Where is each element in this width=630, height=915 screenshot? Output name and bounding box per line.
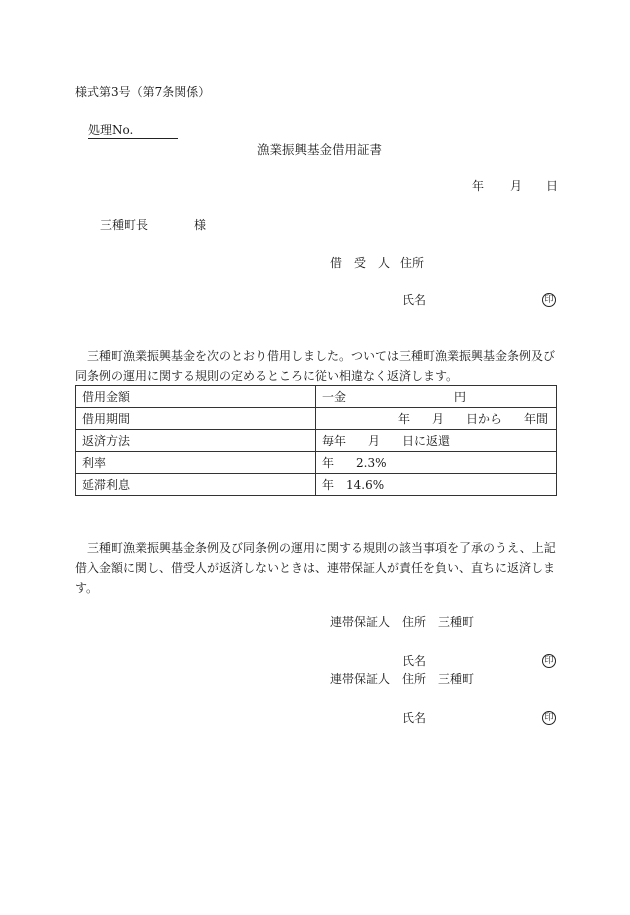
borrower-address-line [330, 255, 424, 271]
table-row-late-interest [76, 474, 557, 496]
loan-terms-table [75, 385, 557, 496]
guarantor-1-address-line [330, 614, 474, 630]
guarantor-1-role: 連帯保証人 [330, 615, 391, 629]
late-interest-value [316, 474, 557, 496]
guarantor-1-seal-icon: 印 [542, 654, 556, 668]
late-interest-label: 延滞利息 [76, 474, 316, 496]
addressee-honorific: 様 [194, 218, 207, 232]
interest-year: 年 [322, 456, 335, 470]
guarantor-2-name-label: 氏名 [402, 711, 427, 725]
guarantor-2-seal-icon: 印 [542, 711, 556, 725]
document-title: 漁業振興基金借用証書 [257, 142, 383, 157]
date-day: 日 [546, 179, 559, 193]
addressee [100, 217, 206, 233]
borrower-address-label: 住所 [400, 256, 425, 270]
statement-guarantee: 三種町漁業振興基金条例及び同条例の運用に関する規則の該当事項を了承のうえ、上記借入金額に関し、借受人が返済しないときは、連帯保証人が責任を負い、直ちに返済します。 [75, 541, 556, 595]
interest-rate: 2.3% [356, 456, 387, 470]
repayment-every-year: 毎年 [322, 434, 347, 448]
late-interest-rate: 14.6% [346, 478, 385, 492]
borrower-seal-icon: 印 [542, 293, 556, 307]
period-years: 年間 [524, 412, 549, 426]
period-year: 年 [398, 412, 411, 426]
period-day-from: 日から [466, 412, 503, 426]
table-row-amount [76, 386, 557, 408]
table-row-repayment [76, 430, 557, 452]
date-year: 年 [472, 179, 485, 193]
form-label: 様式第3号（第7条関係） [75, 85, 211, 99]
borrower-role: 借 受 人 [330, 256, 391, 270]
repayment-label: 返済方法 [76, 430, 316, 452]
amount-unit: 円 [454, 390, 467, 404]
amount-label: 借用金額 [76, 386, 316, 408]
guarantor-1-name-label: 氏名 [402, 654, 427, 668]
date-month: 月 [510, 179, 523, 193]
addressee-name: 三種町長 [100, 218, 149, 232]
amount-value [316, 386, 557, 408]
period-label: 借用期間 [76, 408, 316, 430]
repayment-value [316, 430, 557, 452]
guarantor-1-address-label: 住所 [402, 615, 427, 629]
process-number-field [88, 122, 178, 139]
table-row-interest [76, 452, 557, 474]
table-row-period [76, 408, 557, 430]
amount-prefix: 一金 [322, 390, 347, 404]
date-line [472, 178, 558, 194]
period-month: 月 [432, 412, 445, 426]
guarantor-2-address-label: 住所 [402, 672, 427, 686]
borrower-name-label: 氏名 [402, 293, 427, 307]
statement-borrowing: 三種町漁業振興基金を次のとおり借用しました。ついては三種町漁業振興基金条例及び同条例の運用に関する規則の定めるところに従い相違なく返済します。 [75, 349, 556, 383]
late-interest-year: 年 [322, 478, 335, 492]
repayment-month: 月 [368, 434, 381, 448]
guarantor-2-role: 連帯保証人 [330, 672, 391, 686]
guarantor-2-address-value: 三種町 [438, 672, 475, 686]
guarantor-2-address-line [330, 671, 474, 687]
period-value [316, 408, 557, 430]
guarantor-1-address-value: 三種町 [438, 615, 475, 629]
repayment-day: 日に返還 [402, 434, 451, 448]
interest-label: 利率 [76, 452, 316, 474]
interest-value [316, 452, 557, 474]
process-number-label: 処理No. [88, 123, 134, 137]
